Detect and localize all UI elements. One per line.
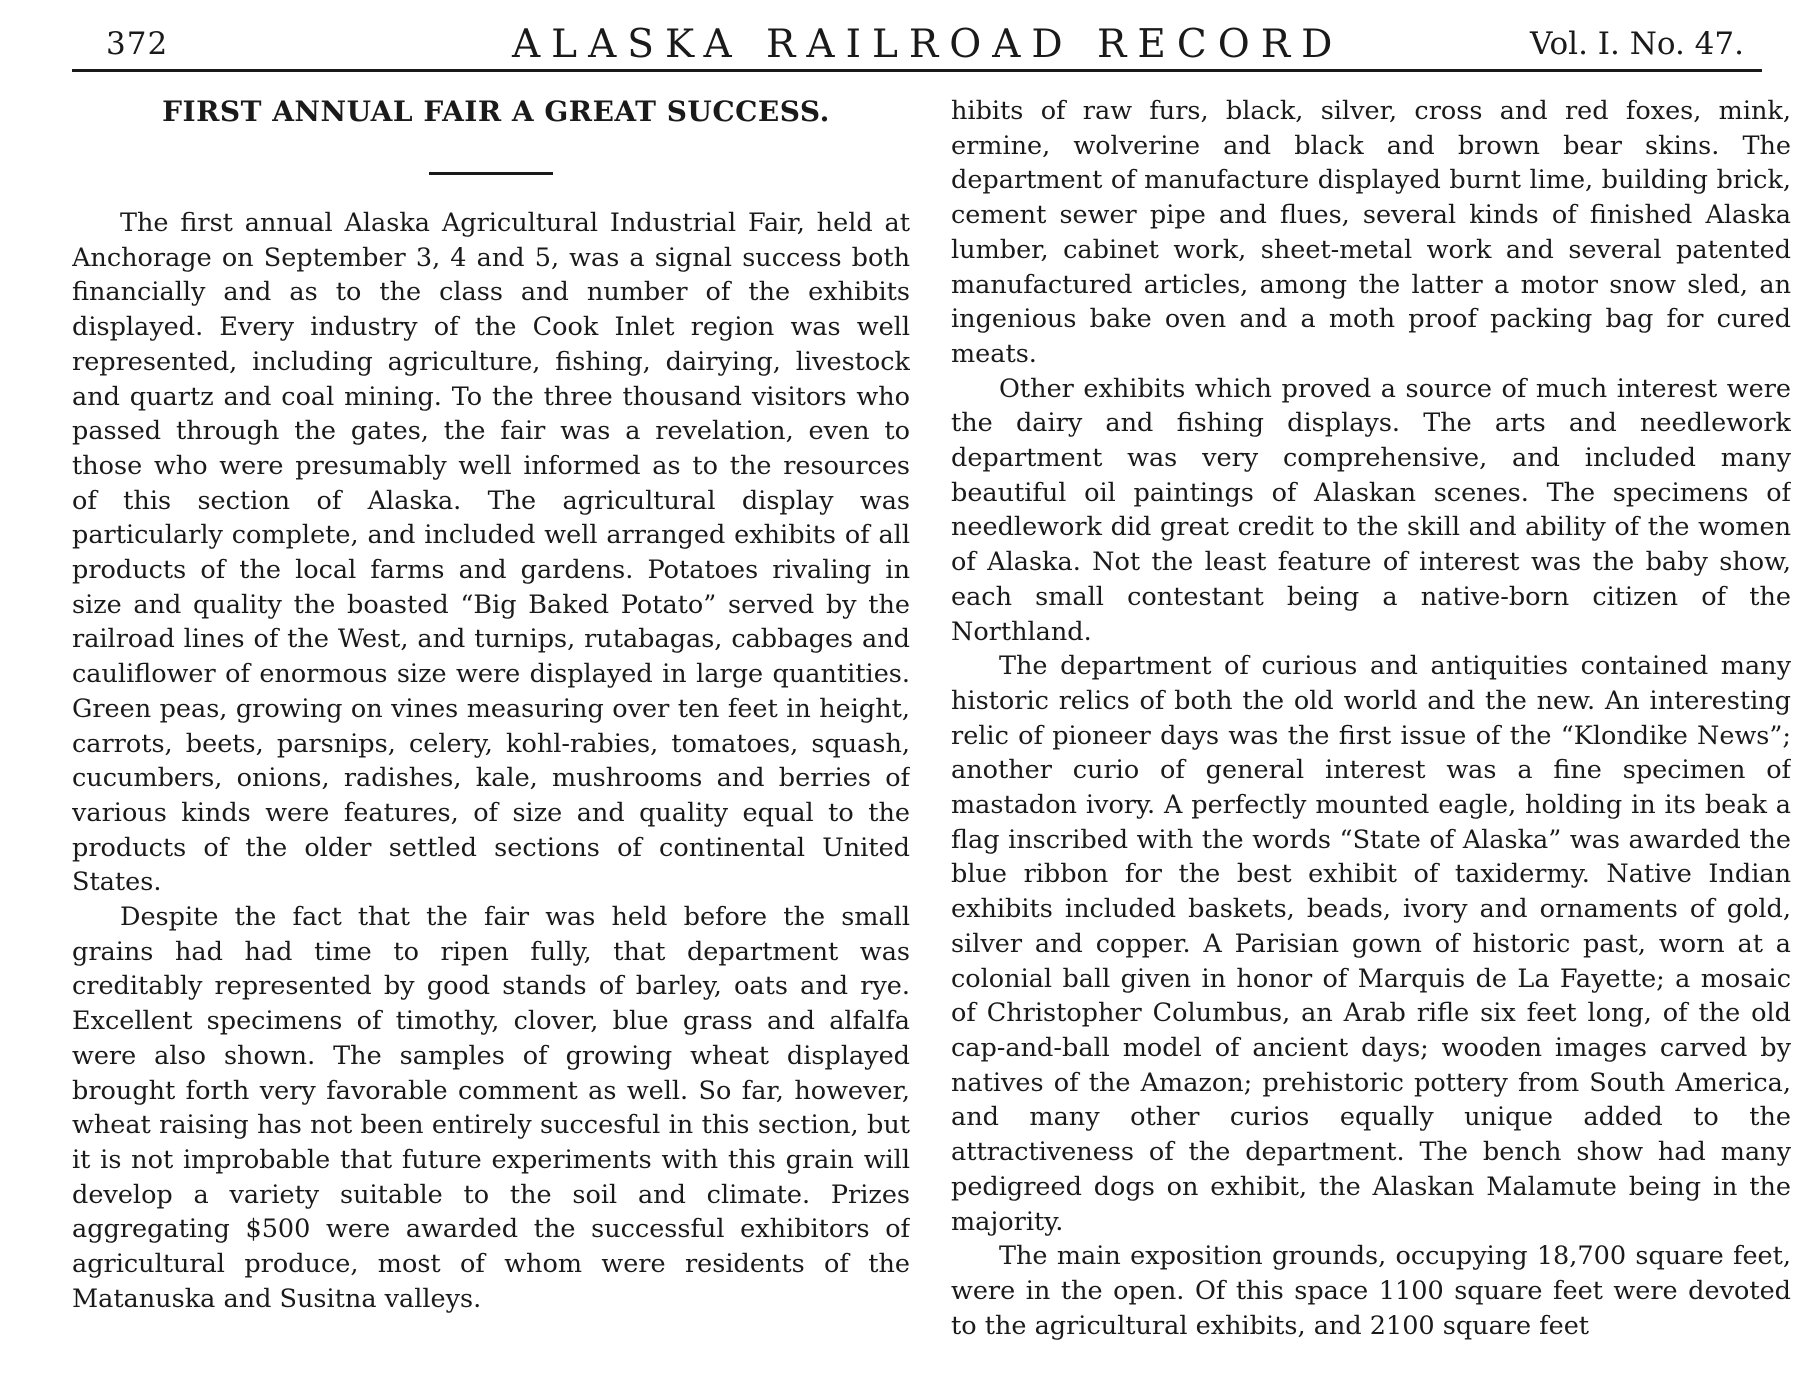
article-paragraph: Other exhibits which proved a source of much interest were the dairy and fishing displays. The arts and needlework department was very comprehensive, and included many beautiful oil paintings of Alaskan scenes. The specimens of needlework did great credit to the skill and ability of the women of Alaska. Not the least feature of interest was the baby show, each small contestant being a native-born citizen of the Northland. — [951, 373, 1791, 647]
article-paragraph: The first annual Alaska Agricultural Industrial Fair, held at Anchorage on September 3, 4 and 5, was a signal success both financially and as to the class and number of the exhibits displayed. Every industry of the Cook Inlet region was well represented, including agriculture, fishing, dairying, livestock and quartz and coal mining. To the three thousand visitors who passed through the gates, the fair was a revelation, even to those who were presumably well informed as to the resources of this section of Alaska. The agricultural display was particularly complete, and included well arranged exhibits of all products of the local farms and gardens. Potatoes rivaling in size and quality the boasted “Big Baked Potato” served by the railroad lines of the West, and turnips, rutabagas, cabbages and cauliflower of enormous size were displayed in large quantities. Green peas, growing on vines measuring over ten feet in height, carrots, beets, parsnips, celery, kohl-rabies, tomatoes, squash, cucumbers, onions, radishes, kale, mushrooms and berries of various kinds were features, of size and quality equal to the products of the older settled sections of continental United States. — [72, 208, 910, 898]
journal-title: ALASKA RAILROAD RECORD — [512, 22, 1344, 67]
article-title: FIRST ANNUAL FAIR A GREAT SUCCESS. — [162, 95, 830, 128]
article-paragraph: The department of curious and antiquities contained many historic relics of both the old world and the new. An interesting relic of pioneer days was the first issue of the “Klondike News”; another curio of general interest was a fine specimen of mastadon ivory. A perfectly mounted eagle, holding in its beak a flag inscribed with the words “State of Alaska” was awarded the blue ribbon for the best exhibit of taxidermy. Native Indian exhibits included baskets, beads, ivory and ornaments of gold, silver and copper. A Parisian gown of historic past, worn at a colonial ball given in honor of Marquis de La Fayette; a mosaic of Christopher Columbus, an Arab rifle six feet long, of the old cap-and-ball model of ancient days; wooden images carved by natives of the Amazon; prehistoric pottery from South America, and many other curios equally unique added to the attractiveness of the department. The bench show had many pedigreed dogs on exhibit, the Alaskan Malamute being in the majority. — [951, 651, 1791, 1237]
volume-issue: Vol. I. No. 47. — [1529, 26, 1744, 62]
right-column — [951, 94, 1791, 1374]
article-paragraph: Despite the fact that the fair was held before the small grains had had time to ripen fully, that department was creditably represented by good stands of barley, oats and rye. Excellent specimens of timothy, clover, blue grass and alfalfa were also shown. The samples of growing wheat displayed brought forth very favorable comment as well. So far, however, wheat raising has not been entirely succesful in this section, but it is not improbable that future experiments with this grain will develop a variety suitable to the soil and climate. Prizes aggregating $500 were awarded the successful exhibitors of agricultural produce, most of whom were residents of the Matanuska and Susitna valleys. — [72, 902, 910, 1314]
title-divider — [429, 172, 553, 175]
left-column — [72, 78, 910, 1374]
header-rule — [72, 69, 1762, 72]
page-header — [72, 12, 1762, 70]
article-paragraph: hibits of raw furs, black, silver, cross and red foxes, mink, ermine, wolverine and black and brown bear skins. The department of manufacture displayed burnt lime, building brick, cement sewer pipe and flues, several kinds of finished Alaska lumber, cabinet work, sheet-metal work and several patented manufactured articles, among the latter a motor snow sled, an ingenious bake oven and a moth proof packing bag for cured meats. — [951, 96, 1791, 369]
article-paragraph: The main exposition grounds, occupying 18,700 square feet, were in the open. Of this space 1100 square feet were devoted to the agricultural exhibits, and 2100 square feet — [951, 1241, 1791, 1341]
page-number: 372 — [106, 26, 169, 62]
